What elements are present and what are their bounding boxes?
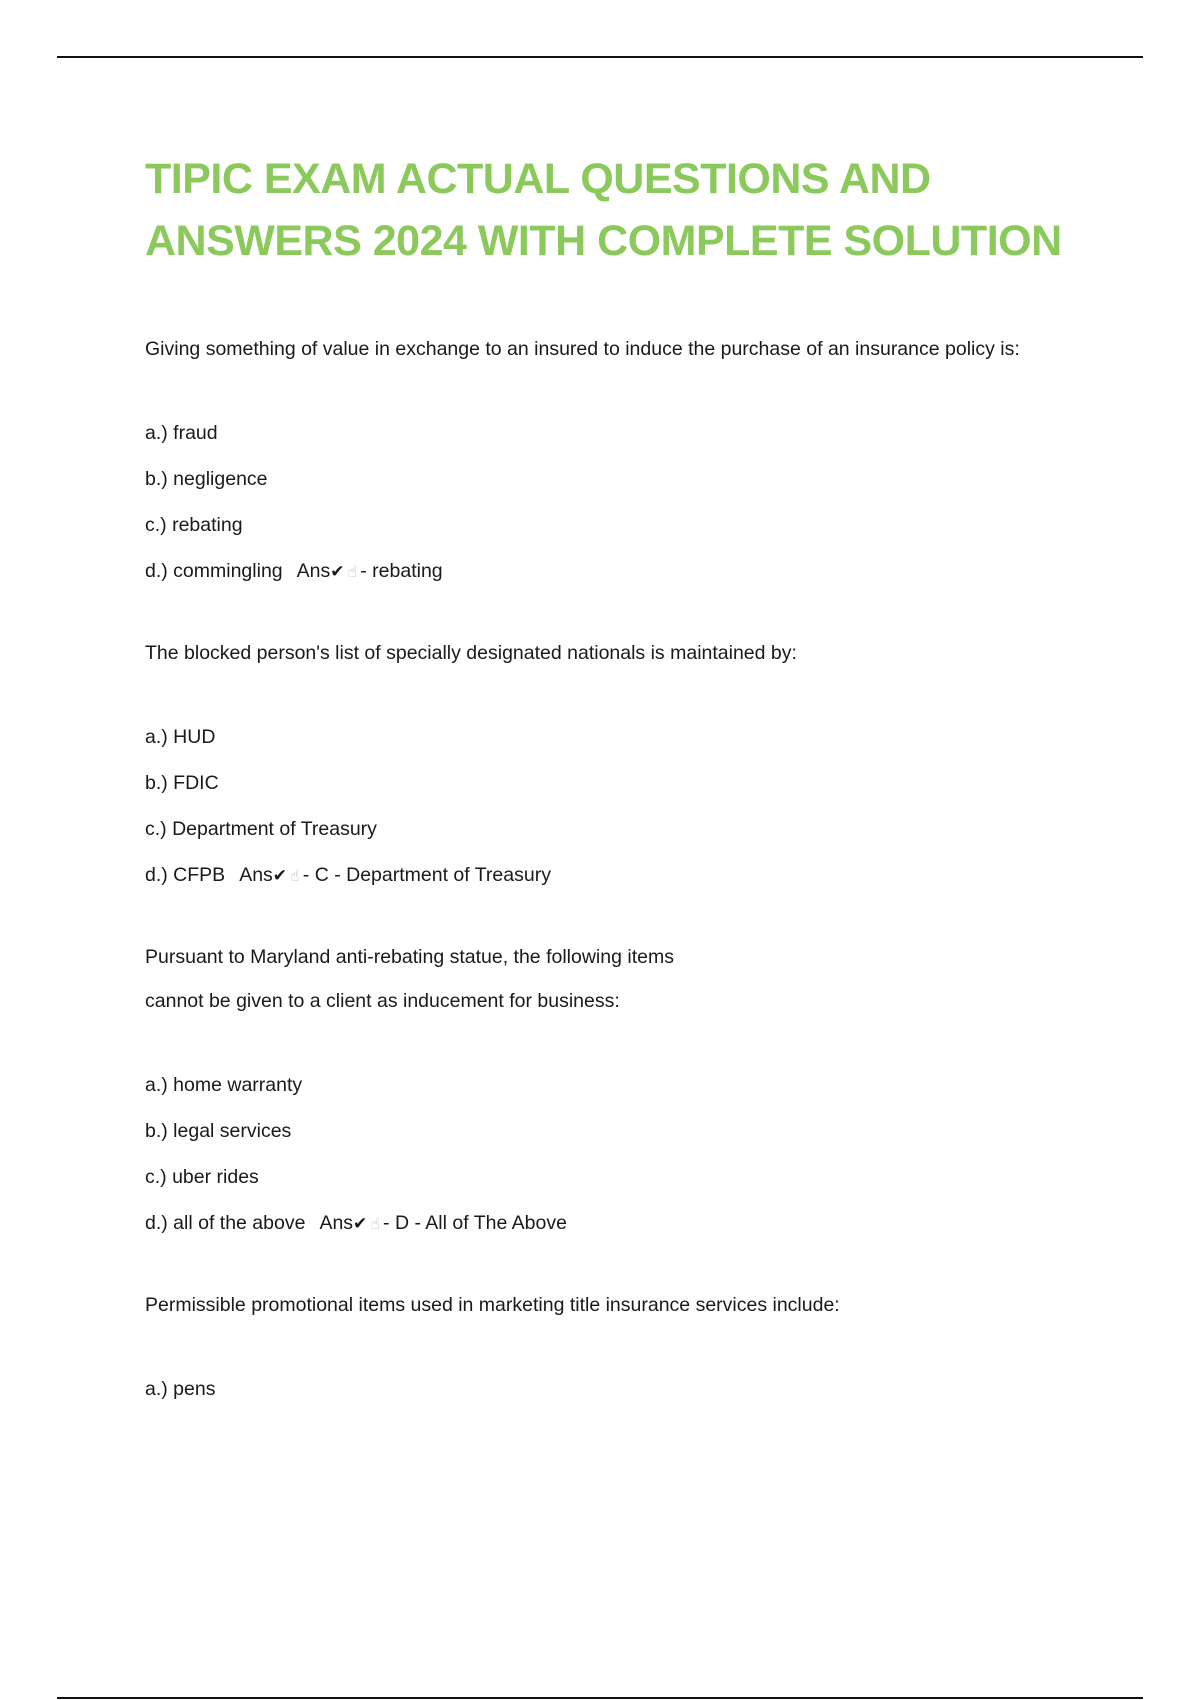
options-list [145,724,1105,888]
answer [319,1212,567,1234]
document-title [145,148,1105,272]
options-list [145,1072,1105,1236]
question-block-4 [145,1292,1105,1402]
question-block-1 [145,336,1105,584]
answer-prefix: Ans [239,864,273,886]
option-d: d.) CFPB [145,864,226,886]
answer-prefix: Ans [296,560,331,582]
answer-text: - rebating [360,560,443,582]
option-a: a.) fraud [145,422,218,444]
option-d-with-answer [145,862,1105,888]
option-c: c.) rebating [145,514,243,536]
answer [297,560,443,582]
answer-prefix: Ans [319,1212,354,1234]
question-block-3 [145,944,1105,1236]
checkmark-icon: ✔ [353,1214,368,1234]
option-d-with-answer [145,558,1105,584]
option-b: b.) legal services [145,1120,292,1142]
bottom-rule [57,1697,1143,1699]
question-block-2 [145,640,1105,888]
option-c: c.) Department of Treasury [145,818,377,840]
option-b: b.) FDIC [145,772,219,794]
document-body [145,148,1105,1402]
option-b: b.) negligence [145,468,268,490]
question-text-line-1: Pursuant to Maryland anti-rebating statue, the following items [145,946,674,968]
options-list [145,1376,1105,1402]
title-line-2: ANSWERS 2024 WITH COMPLETE SOLUTION [145,217,1062,265]
option-a: a.) home warranty [145,1074,303,1096]
question-text: Permissible promotional items used in marketing title insurance services include: [145,1294,840,1316]
answer-text: - C - Department of Treasury [302,864,551,886]
pointing-hand-icon: ☝ [370,1214,381,1233]
option-a: a.) pens [145,1378,216,1400]
option-c: c.) uber rides [145,1166,259,1188]
title-line-1: TIPIC EXAM ACTUAL QUESTIONS AND [145,155,931,203]
top-rule [57,56,1143,58]
option-a: a.) HUD [145,726,216,748]
question-text: Giving something of value in exchange to an insured to induce the purchase of an insurance policy is: [145,338,1020,360]
question-text-line-2: cannot be given to a client as inducement for business: [145,990,620,1012]
checkmark-icon: ✔ [330,562,345,582]
pointing-hand-icon: ☝ [290,866,300,885]
option-d-with-answer [145,1210,1105,1236]
pointing-hand-icon: ☝ [347,562,358,581]
question-text: The blocked person's list of specially designated nationals is maintained by: [145,642,797,664]
answer-text: - D - All of The Above [383,1212,567,1234]
checkmark-icon: ✔ [272,866,288,886]
option-d: d.) all of the above [145,1212,306,1234]
options-list [145,420,1105,584]
option-d: d.) commingling [145,560,283,582]
answer [239,864,551,886]
